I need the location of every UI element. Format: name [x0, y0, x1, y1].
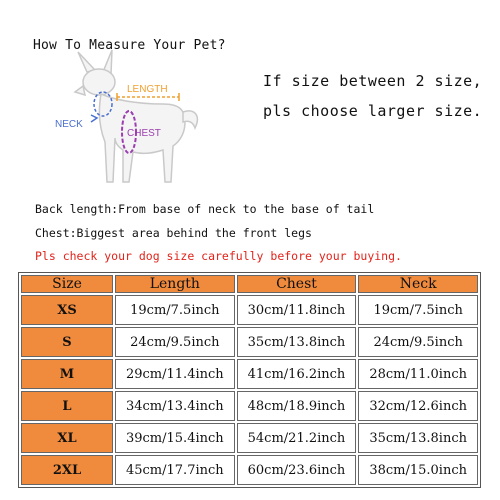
table-row	[21, 391, 478, 421]
header-size: Size	[21, 275, 113, 293]
chest-cell: 54cm/21.2inch	[237, 423, 357, 453]
table-row	[21, 295, 478, 325]
table-row	[21, 423, 478, 453]
neck-cell: 24cm/9.5inch	[358, 327, 478, 357]
warning-text: Pls check your dog size carefully before your buying.	[35, 249, 402, 263]
length-cell: 34cm/13.4inch	[115, 391, 235, 421]
chest-cell: 48cm/18.9inch	[237, 391, 357, 421]
length-cell: 29cm/11.4inch	[115, 359, 235, 389]
neck-cell: 38cm/15.0inch	[358, 455, 478, 485]
size-chart-table	[18, 272, 481, 488]
chest-cell: 41cm/16.2inch	[237, 359, 357, 389]
size-note-line-1: If size between 2 size,	[263, 72, 483, 90]
header-chest: Chest	[237, 275, 357, 293]
length-cell: 39cm/15.4inch	[115, 423, 235, 453]
neck-cell: 19cm/7.5inch	[358, 295, 478, 325]
back-length-definition: Back length:From base of neck to the base of tail	[35, 202, 375, 216]
chest-label: CHEST	[127, 128, 161, 139]
chest-cell: 60cm/23.6inch	[237, 455, 357, 485]
length-cell: 45cm/17.7inch	[115, 455, 235, 485]
size-cell: M	[21, 359, 113, 389]
length-cell: 24cm/9.5inch	[115, 327, 235, 357]
chest-cell: 35cm/13.8inch	[237, 327, 357, 357]
size-cell: XS	[21, 295, 113, 325]
page-title: How To Measure Your Pet?	[33, 38, 226, 53]
neck-label: NECK	[55, 119, 83, 130]
size-cell: XL	[21, 423, 113, 453]
chest-cell: 30cm/11.8inch	[237, 295, 357, 325]
chest-definition: Chest:Biggest area behind the front legs	[35, 226, 312, 240]
neck-cell: 32cm/12.6inch	[358, 391, 478, 421]
size-cell: L	[21, 391, 113, 421]
size-note-line-2: pls choose larger size.	[263, 102, 483, 120]
dog-measurement-diagram	[45, 42, 245, 192]
header-neck: Neck	[358, 275, 478, 293]
neck-cell: 35cm/13.8inch	[358, 423, 478, 453]
size-cell: S	[21, 327, 113, 357]
length-cell: 19cm/7.5inch	[115, 295, 235, 325]
length-label: LENGTH	[127, 84, 168, 95]
size-cell: 2XL	[21, 455, 113, 485]
table-row	[21, 327, 478, 357]
table-row	[21, 359, 478, 389]
header-length: Length	[115, 275, 235, 293]
table-row	[21, 455, 478, 485]
table-header-row	[21, 275, 478, 293]
neck-cell: 28cm/11.0inch	[358, 359, 478, 389]
